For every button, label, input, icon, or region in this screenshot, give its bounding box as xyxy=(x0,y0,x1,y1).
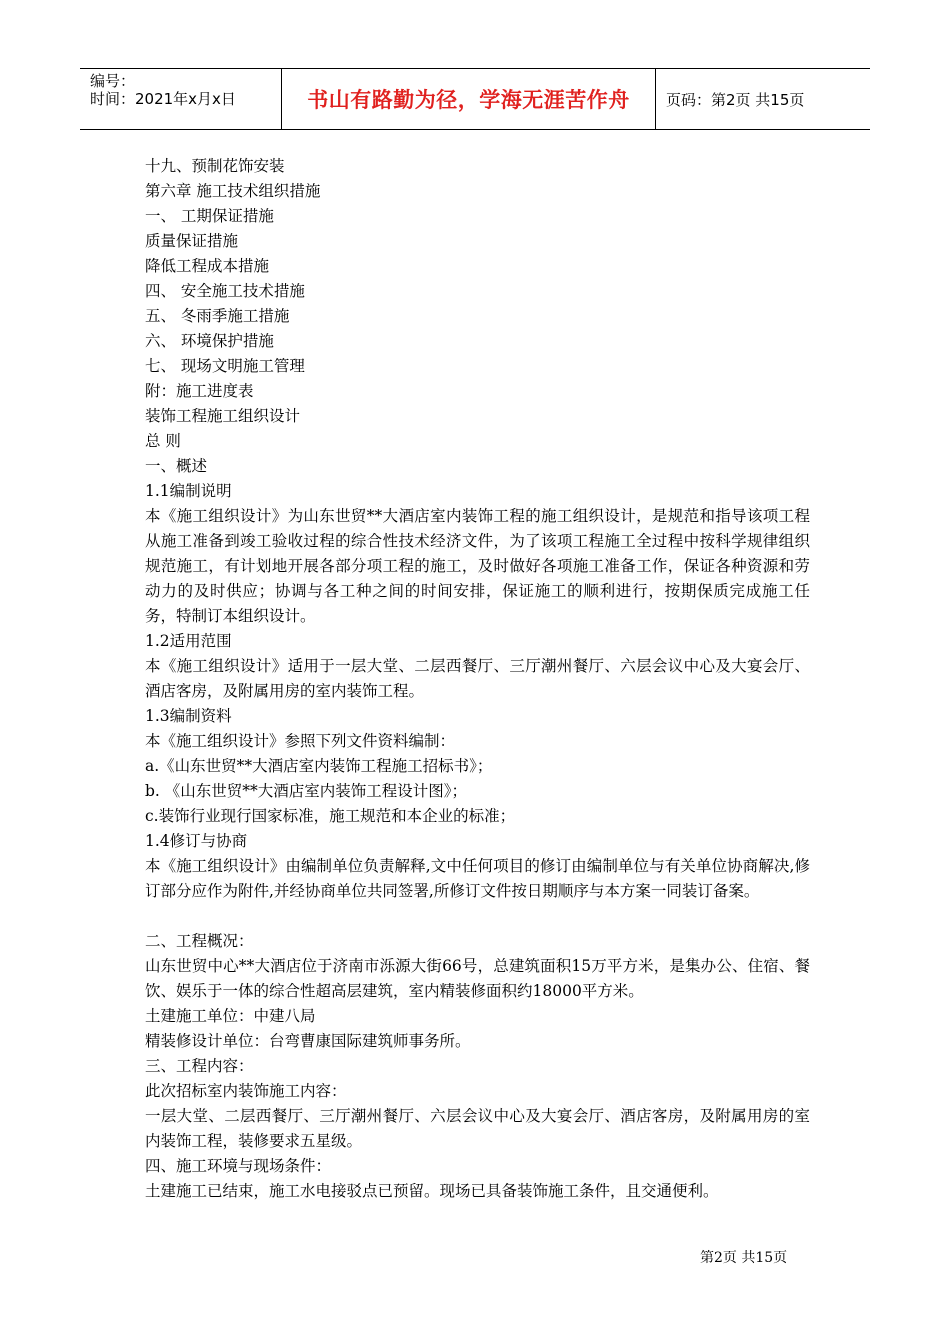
body-paragraph: 六、 环境保护措施 xyxy=(145,332,274,350)
body-paragraph: 1.3编制资料 xyxy=(145,707,232,725)
body-paragraph: 一层大堂、二层西餐厅、三厅潮州餐厅、六层会议中心及大宴会厅、酒店客房，及附属用房的室内装饰工程，装修要求五星级。 xyxy=(145,1107,810,1150)
document-number: 编号： xyxy=(90,72,136,90)
body-paragraph: 一、概述 xyxy=(145,457,208,475)
body-paragraph: 本《施工组织设计》由编制单位负责解释,文中任何项目的修订由编制单位与有关单位协商解决,修订部分应作为附件,并经协商单位共同签署,所修订文件按日期顺序与本方案一同装订备案。 xyxy=(145,857,810,900)
header-motto: 书山有路勤为径，学海无涯苦作舟 xyxy=(282,69,656,129)
body-paragraph: 七、 现场文明施工管理 xyxy=(145,357,305,375)
body-paragraph: 四、施工环境与现场条件： xyxy=(145,1157,332,1175)
body-paragraph: 四、 安全施工技术措施 xyxy=(145,282,305,300)
body-paragraph: 三、工程内容： xyxy=(145,1057,254,1075)
body-paragraph: 土建施工单位：中建八局 xyxy=(145,1007,316,1025)
document-time: 时间：2021年x月x日 xyxy=(90,90,236,108)
body-paragraph: 附：施工进度表 xyxy=(145,382,254,400)
body-paragraph: 山东世贸中心**大酒店位于济南市泺源大街66号，总建筑面积15万平方米，是集办公、住宿、餐饮、娱乐于一体的综合性超高层建筑，室内精装修面积约18000平方米。 xyxy=(145,957,810,1000)
body-paragraph: 一、 工期保证措施 xyxy=(145,207,274,225)
body-paragraph: 装饰工程施工组织设计 xyxy=(145,407,301,425)
body-paragraph: 十九、预制花饰安装 xyxy=(145,157,285,175)
body-paragraph: 本《施工组织设计》适用于一层大堂、二层西餐厅、三厅潮州餐厅、六层会议中心及大宴会厅、酒店客房，及附属用房的室内装饰工程。 xyxy=(145,657,810,700)
body-paragraph: 质量保证措施 xyxy=(145,232,239,250)
document-body xyxy=(145,154,810,1204)
body-paragraph: 总 则 xyxy=(145,432,181,450)
body-paragraph: c.装饰行业现行国家标准，施工规范和本企业的标准； xyxy=(145,807,516,825)
body-paragraph: 1.2适用范围 xyxy=(145,632,232,650)
body-paragraph: 1.4修订与协商 xyxy=(145,832,248,850)
body-paragraph: 第六章 施工技术组织措施 xyxy=(145,182,321,200)
body-paragraph: 五、 冬雨季施工措施 xyxy=(145,307,290,325)
header-page-number: 页码：第2页 共15页 xyxy=(666,90,805,109)
body-paragraph: 1.1编制说明 xyxy=(145,482,232,500)
body-paragraph: 本《施工组织设计》参照下列文件资料编制： xyxy=(145,732,456,750)
body-paragraph: 此次招标室内装饰施工内容： xyxy=(145,1082,347,1100)
body-paragraph: 精装修设计单位：台弯曹康国际建筑师事务所。 xyxy=(145,1032,471,1050)
body-paragraph: b. 《山东世贸**大酒店室内装饰工程设计图》； xyxy=(145,782,468,800)
page-header xyxy=(80,68,870,130)
body-paragraph: 二、工程概况： xyxy=(145,932,254,950)
body-paragraph: a.《山东世贸**大酒店室内装饰工程施工招标书》； xyxy=(145,757,493,775)
blank-line xyxy=(145,904,810,929)
body-paragraph: 土建施工已结束，施工水电接驳点已预留。现场已具备装饰施工条件，且交通便利。 xyxy=(145,1182,719,1200)
body-paragraph: 本《施工组织设计》为山东世贸**大酒店室内装饰工程的施工组织设计，是规范和指导该项工程从施工准备到竣工验收过程的综合性技术经济文件，为了该项工程施工全过程中按科学规律组织规范施工，有计划地开展各部分项工程的施工，及时做好各项施工准备工作，保证各种资源和劳动力的及时供应；协调与各工种之间的时间安排，保证施工的顺利进行，按期保质完成施工任务，特制订本组织设计。 xyxy=(145,507,810,625)
header-meta xyxy=(80,69,282,129)
page-footer: 第2页 共15页 xyxy=(700,1250,788,1266)
body-paragraph: 降低工程成本措施 xyxy=(145,257,270,275)
